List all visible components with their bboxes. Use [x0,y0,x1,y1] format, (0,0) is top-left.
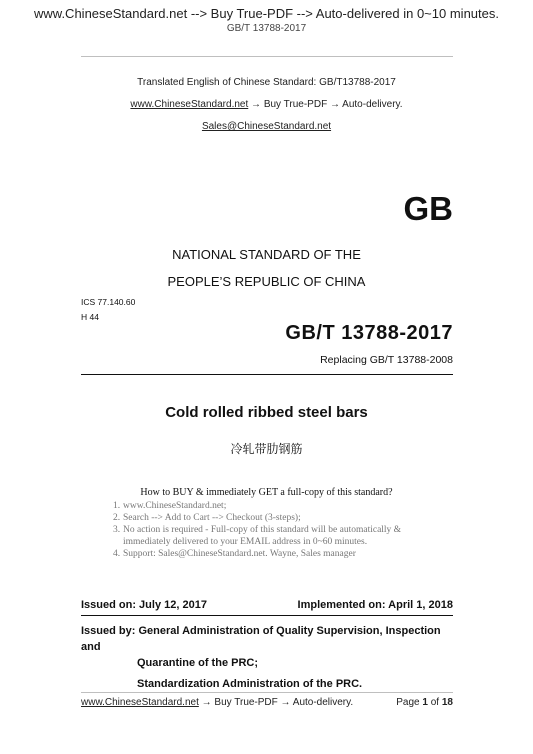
translated-note: Translated English of Chinese Standard: GB/T13788-2017 [137,77,396,88]
implemented-on: Implemented on: April 1, 2018 [297,599,453,611]
cover-divider [81,374,453,375]
intro-email-line [0,121,533,132]
purchase-step: 4. Support: Sales@ChineseStandard.net. Wayne, Sales manager [113,549,356,559]
purchase-step: 2. Search --> Add to Cart --> Checkout (3-steps); [113,513,301,523]
document-title-cn: 冷轧带肋钢筋 [230,442,303,456]
header-banner: www.ChineseStandard.net --> Buy True-PDF --> Auto-delivered in 0~10 minutes. [34,6,499,21]
h-code: H 44 [81,312,99,322]
intro-delivery-text: → Buy True-PDF → Auto-delivery. [248,99,403,110]
header-doc-code: GB/T 13788-2017 [226,23,307,34]
purchase-steps [113,500,443,560]
issued-by-line2: Quarantine of the PRC; [137,657,259,669]
purchase-heading: How to BUY & immediately GET a full-copy of this standard? [140,487,393,498]
national-standard-line1: NATIONAL STANDARD OF THE [172,247,361,262]
national-standard-line2: PEOPLE’S REPUBLIC OF CHINA [167,274,366,289]
footer-delivery-text: → Buy True-PDF → Auto-delivery. [198,697,354,708]
total-pages: 18 [441,697,453,708]
issued-by-line1: Issued by: General Administration of Quality Supervision, Inspection and [81,625,441,653]
purchase-step: 3. No action is required - Full-copy of this standard will be automatically & immediately delivered to your EMAIL address in 0~60 minutes. [113,525,402,547]
issued-by-line3: Standardization Administration of the PRC. [137,678,363,690]
footer-divider [81,692,453,693]
header-divider [81,56,453,57]
footer-site-link[interactable]: www.ChineseStandard.net [81,697,199,708]
purchase-step: 1. www.ChineseStandard.net; [113,501,227,511]
document-title-en: Cold rolled ribbed steel bars [165,404,368,421]
current-page: 1 [422,697,428,708]
issued-by [81,623,461,692]
page-number: Page 1 of 18 [396,697,453,708]
replacing-note: Replacing GB/T 13788-2008 [320,354,453,366]
dates-divider [81,615,453,616]
issued-on: Issued on: July 12, 2017 [81,599,207,611]
standard-code: GB/T 13788-2017 [285,322,453,344]
site-link[interactable]: www.ChineseStandard.net [130,99,249,110]
footer-delivery-line [81,697,353,708]
gb-mark: GB [403,190,453,227]
email-link[interactable]: Sales@ChineseStandard.net [201,121,332,132]
intro-delivery-line [0,99,533,110]
ics-code: ICS 77.140.60 [81,297,136,307]
